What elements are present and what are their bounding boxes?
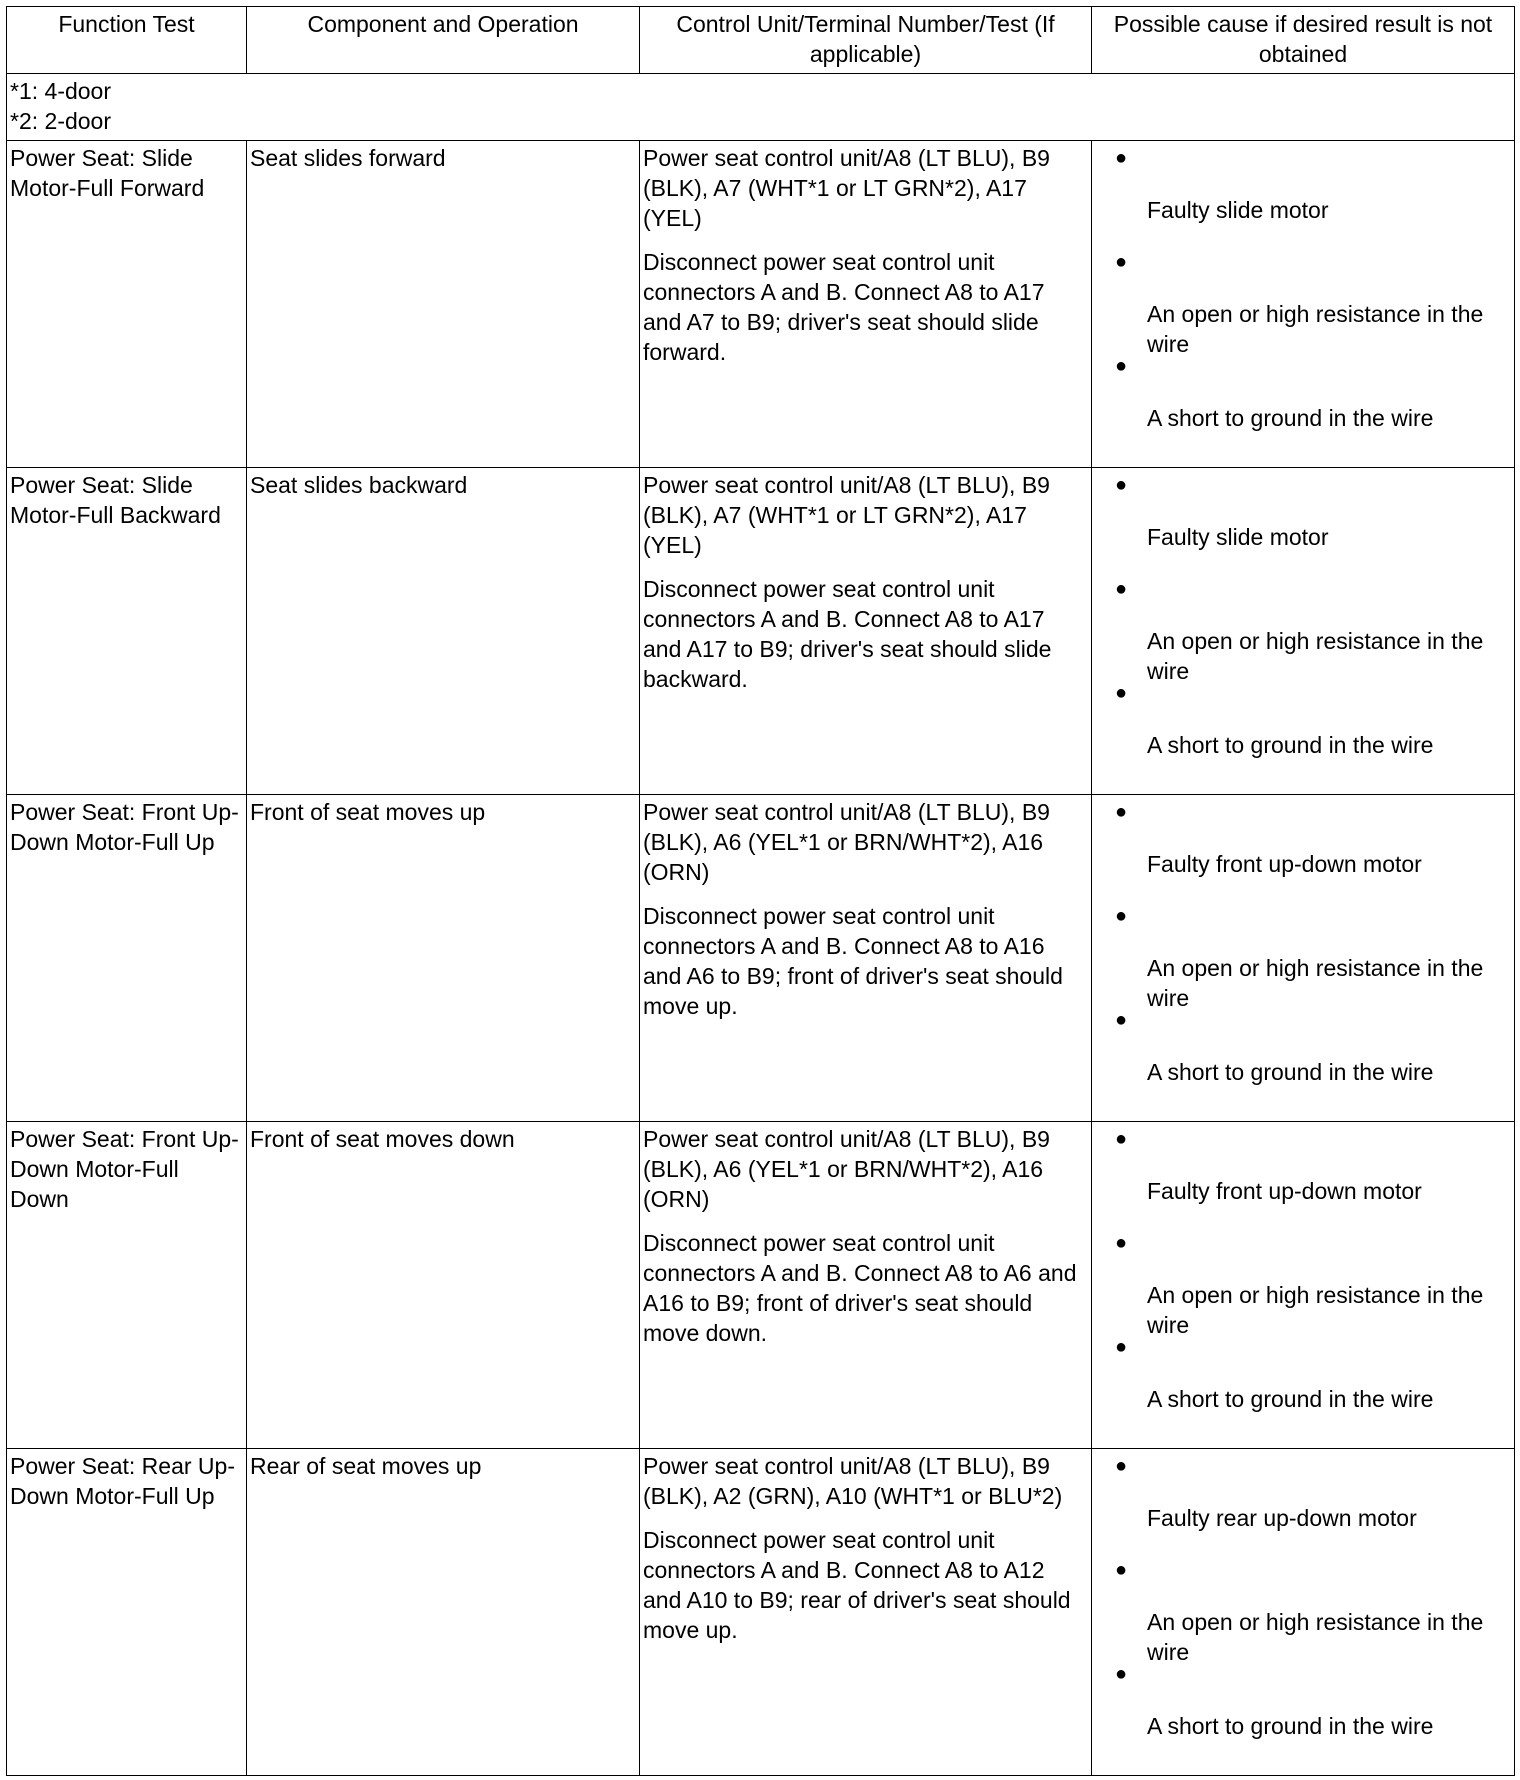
function-test-cell: Power Seat: Slide Motor-Full Forward (7, 141, 247, 468)
bullet-icon: ● (1115, 1455, 1128, 1477)
bullet-icon: ● (1115, 682, 1128, 704)
cause-text: Faulty slide motor (1147, 197, 1329, 223)
cause-item (1095, 901, 1511, 1011)
bullet-icon: ● (1115, 1232, 1128, 1254)
cause-text: A short to ground in the wire (1147, 732, 1434, 758)
cause-item (1095, 1451, 1511, 1555)
test-procedure: Disconnect power seat control unit connectors A and B. Connect A8 to A6 and A16 to B9; front of driver's seat should move down. (643, 1230, 1077, 1346)
cause-item (1095, 1124, 1511, 1228)
control-unit-cell (640, 795, 1092, 1122)
possible-cause-cell (1092, 1122, 1515, 1449)
header-component-operation: Component and Operation (247, 7, 640, 74)
cause-item (1095, 247, 1511, 357)
table-row (7, 468, 1515, 795)
header-control-unit: Control Unit/Terminal Number/Test (If applicable) (640, 7, 1092, 74)
cause-text: A short to ground in the wire (1147, 1386, 1434, 1412)
cause-text: Faulty front up-down motor (1147, 851, 1422, 877)
bullet-icon: ● (1115, 1009, 1128, 1031)
note-2-door: *2: 2-door (10, 108, 112, 134)
cause-item (1095, 470, 1511, 574)
cause-text: Faulty rear up-down motor (1147, 1505, 1417, 1531)
function-test-cell: Power Seat: Front Up-Down Motor-Full Down (7, 1122, 247, 1449)
cause-item (1095, 574, 1511, 684)
cause-text: An open or high resistance in the wire (1147, 301, 1484, 357)
terminal-list: Power seat control unit/A8 (LT BLU), B9 (BLK), A2 (GRN), A10 (WHT*1 or BLU*2) (643, 1453, 1063, 1509)
component-operation-cell: Seat slides backward (247, 468, 640, 795)
possible-cause-cell (1092, 795, 1515, 1122)
possible-cause-cell (1092, 141, 1515, 468)
bullet-icon: ● (1115, 1128, 1128, 1150)
control-unit-cell (640, 1122, 1092, 1449)
cause-text: An open or high resistance in the wire (1147, 1282, 1484, 1338)
cause-item (1095, 143, 1511, 247)
cause-item (1095, 351, 1511, 449)
terminal-list: Power seat control unit/A8 (LT BLU), B9 (BLK), A7 (WHT*1 or LT GRN*2), A17 (YEL) (643, 472, 1050, 558)
table-row (7, 1122, 1515, 1449)
cause-text: A short to ground in the wire (1147, 405, 1434, 431)
table-row (7, 1449, 1515, 1776)
bullet-icon: ● (1115, 801, 1128, 823)
terminal-list: Power seat control unit/A8 (LT BLU), B9 (BLK), A6 (YEL*1 or BRN/WHT*2), A16 (ORN) (643, 799, 1050, 885)
cause-item (1095, 1228, 1511, 1338)
control-unit-cell (640, 468, 1092, 795)
cause-text: An open or high resistance in the wire (1147, 1609, 1484, 1665)
test-procedure: Disconnect power seat control unit connectors A and B. Connect A8 to A16 and A6 to B9; front of driver's seat should move up. (643, 903, 1063, 1019)
terminal-list: Power seat control unit/A8 (LT BLU), B9 (BLK), A6 (YEL*1 or BRN/WHT*2), A16 (ORN) (643, 1126, 1050, 1212)
cause-text: An open or high resistance in the wire (1147, 955, 1484, 1011)
cause-text: An open or high resistance in the wire (1147, 628, 1484, 684)
function-test-cell: Power Seat: Slide Motor-Full Backward (7, 468, 247, 795)
note-4-door: *1: 4-door (10, 78, 112, 104)
header-possible-cause: Possible cause if desired result is not obtained (1092, 7, 1515, 74)
control-unit-cell (640, 141, 1092, 468)
component-operation-cell: Seat slides forward (247, 141, 640, 468)
bullet-icon: ● (1115, 474, 1128, 496)
function-test-cell: Power Seat: Rear Up-Down Motor-Full Up (7, 1449, 247, 1776)
function-test-cell: Power Seat: Front Up-Down Motor-Full Up (7, 795, 247, 1122)
cause-text: A short to ground in the wire (1147, 1059, 1434, 1085)
bullet-icon: ● (1115, 147, 1128, 169)
bullet-icon: ● (1115, 578, 1128, 600)
table-row (7, 795, 1515, 1122)
bullet-icon: ● (1115, 1559, 1128, 1581)
cause-item (1095, 1555, 1511, 1665)
bullet-icon: ● (1115, 355, 1128, 377)
cause-item (1095, 797, 1511, 901)
notes-cell (7, 74, 1515, 141)
possible-cause-cell (1092, 468, 1515, 795)
header-function-test: Function Test (7, 7, 247, 74)
test-procedure: Disconnect power seat control unit connectors A and B. Connect A8 to A17 and A7 to B9; driver's seat should slide forward. (643, 249, 1045, 365)
header-row (7, 7, 1515, 74)
component-operation-cell: Front of seat moves up (247, 795, 640, 1122)
cause-text: A short to ground in the wire (1147, 1713, 1434, 1739)
possible-cause-cell (1092, 1449, 1515, 1776)
notes-row (7, 74, 1515, 141)
component-operation-cell: Front of seat moves down (247, 1122, 640, 1449)
cause-text: Faulty front up-down motor (1147, 1178, 1422, 1204)
cause-item (1095, 1659, 1511, 1757)
component-operation-cell: Rear of seat moves up (247, 1449, 640, 1776)
cause-item (1095, 678, 1511, 776)
cause-item (1095, 1005, 1511, 1103)
test-procedure: Disconnect power seat control unit connectors A and B. Connect A8 to A17 and A17 to B9; driver's seat should slide backward. (643, 576, 1052, 692)
function-test-table (6, 6, 1515, 1776)
bullet-icon: ● (1115, 1663, 1128, 1685)
table-row (7, 141, 1515, 468)
cause-item (1095, 1332, 1511, 1430)
terminal-list: Power seat control unit/A8 (LT BLU), B9 (BLK), A7 (WHT*1 or LT GRN*2), A17 (YEL) (643, 145, 1050, 231)
bullet-icon: ● (1115, 905, 1128, 927)
test-procedure: Disconnect power seat control unit connectors A and B. Connect A8 to A12 and A10 to B9; rear of driver's seat should move up. (643, 1527, 1071, 1643)
bullet-icon: ● (1115, 251, 1128, 273)
control-unit-cell (640, 1449, 1092, 1776)
cause-text: Faulty slide motor (1147, 524, 1329, 550)
bullet-icon: ● (1115, 1336, 1128, 1358)
